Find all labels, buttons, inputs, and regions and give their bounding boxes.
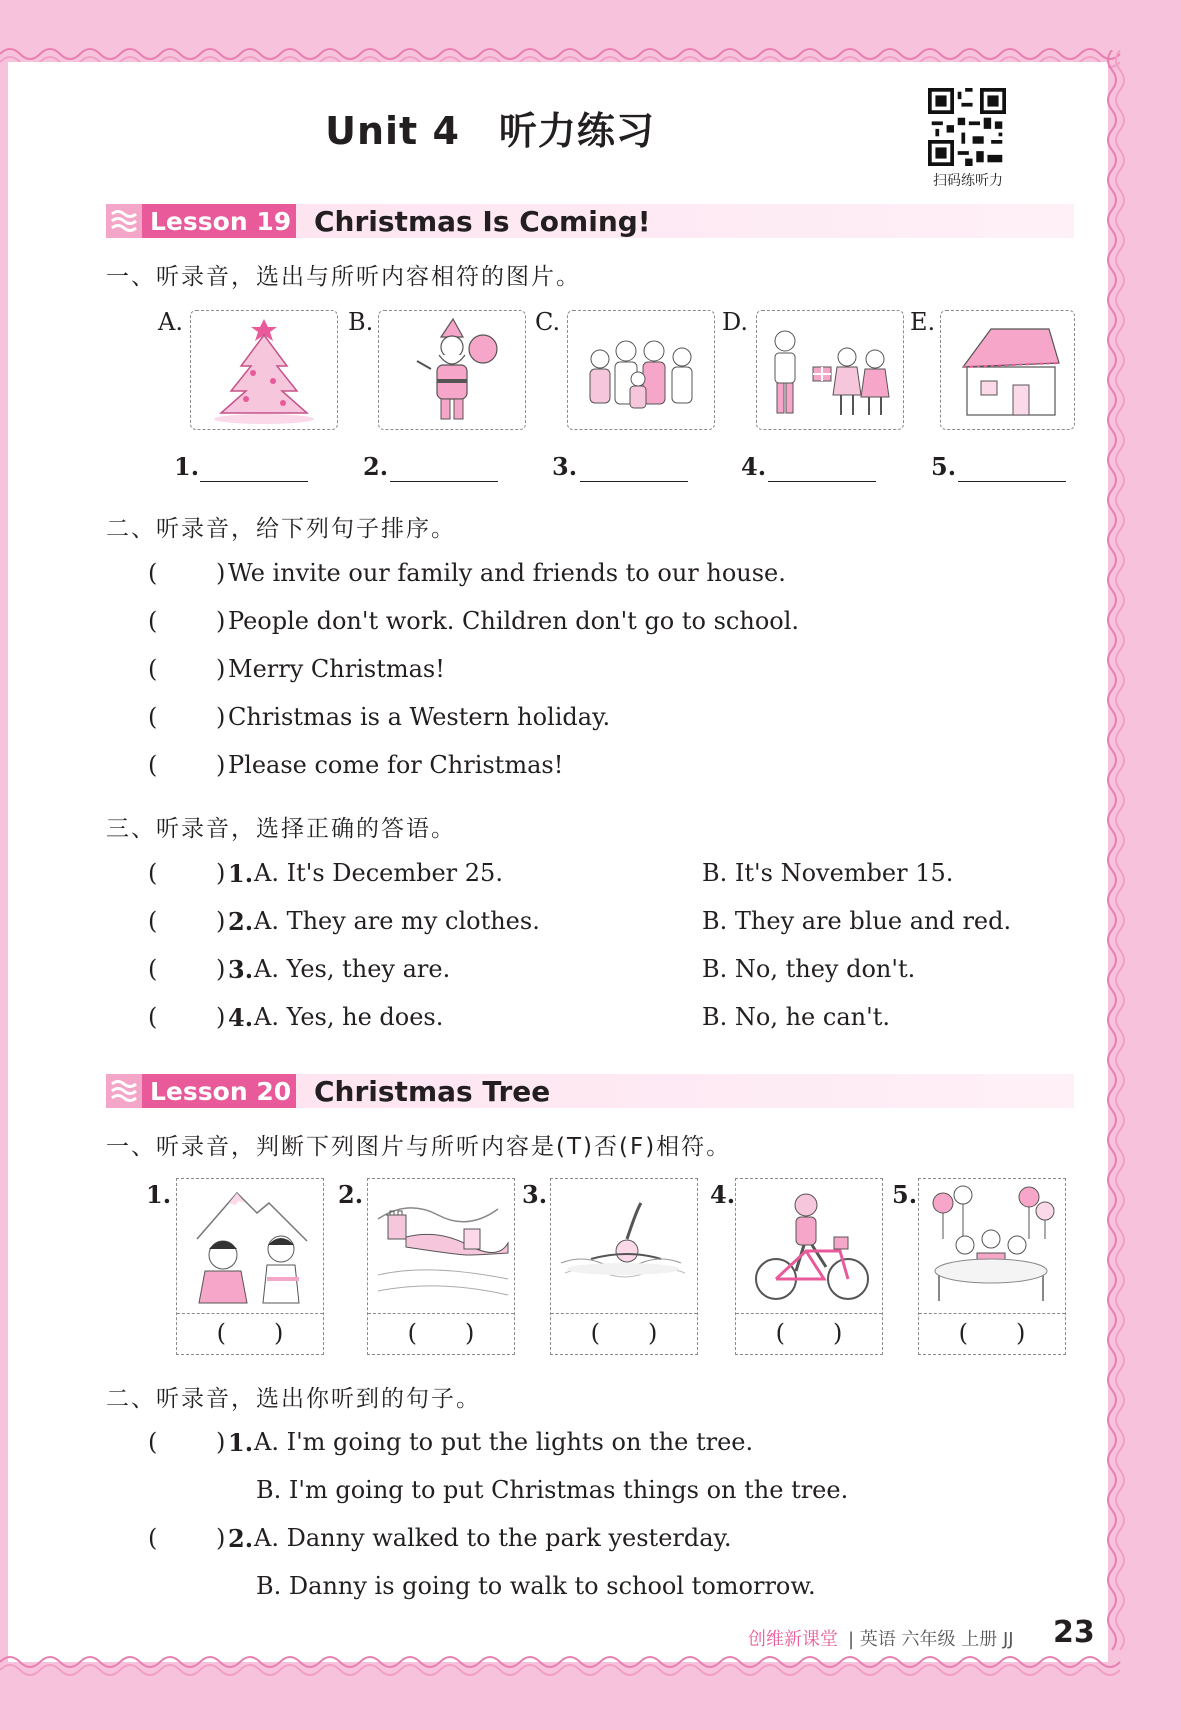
tf-answer-3[interactable]: ( ) [590,1319,658,1347]
children-mountain-icon [177,1179,323,1313]
tf-answer-2[interactable]: ( ) [407,1319,475,1347]
blank-num-2: 2. [363,452,389,481]
option-b: B. No, he can't. [702,1003,890,1031]
blank-num-5: 5. [931,452,957,481]
l19-part2-heading: 二、听录音，给下列句子排序。 [106,516,456,542]
order-sentence-2: People don't work. Children don't go to school. [228,607,800,635]
swimming-icon [551,1179,697,1313]
option-a: A. Yes, he does. [254,1003,444,1031]
tf-num-4: 4. [710,1180,736,1209]
question-num: 3. [228,955,254,984]
blank-num-1: 1. [174,452,200,481]
picture-c [567,310,715,430]
answer-paren-close: ) [216,655,226,683]
right-wave-border [1104,50,1134,1670]
tf-num-3: 3. [522,1180,548,1209]
family-group-icon [568,311,714,429]
tf-answer-1[interactable]: ( ) [216,1319,284,1347]
l19-part1-heading: 一、听录音，选出与所听内容相符的图片。 [106,264,581,290]
lesson-20-tag [106,1074,296,1108]
page-title: Unit 4 听力练习 [325,109,655,153]
answer-paren-open[interactable]: ( [148,607,158,635]
answer-paren-open[interactable]: ( [148,859,158,887]
question-num: 1. [228,859,254,888]
answer-paren-open[interactable]: ( [148,907,158,935]
question-num: 2. [228,1524,254,1553]
answer-blank-4[interactable] [768,481,876,482]
tf-answer-4[interactable]: ( ) [775,1319,843,1347]
blank-num-4: 4. [741,452,767,481]
l20-part2-heading: 二、听录音，选出你听到的句子。 [106,1386,481,1412]
pic-letter-e: E. [910,308,936,336]
answer-paren-close: ) [216,607,226,635]
answer-blank-5[interactable] [958,481,1066,482]
answer-paren-open[interactable]: ( [148,703,158,731]
l19-part3-heading: 三、听录音，选择正确的答语。 [106,816,456,842]
page-number: 23 [1053,1615,1095,1650]
tf-num-1: 1. [146,1180,172,1209]
picture-e [940,310,1075,430]
answer-paren-close: ) [216,1428,226,1456]
wave-lines-icon [106,204,142,238]
question-num: 1. [228,1428,254,1457]
answer-paren-close: ) [216,955,226,983]
option-b: B. No, they don't. [702,955,916,983]
order-sentence-5: Please come for Christmas! [228,751,564,779]
tf-picture-4 [735,1178,883,1355]
answer-blank-2[interactable] [390,481,498,482]
tf-picture-1 [176,1178,324,1355]
great-wall-icon [368,1179,514,1313]
lesson-19-title: Christmas Is Coming! [314,205,651,238]
decorated-house-icon [941,311,1074,429]
answer-paren-close: ) [216,751,226,779]
tf-picture-2 [367,1178,515,1355]
answer-paren-open[interactable]: ( [148,655,158,683]
answer-paren-open[interactable]: ( [148,559,158,587]
option-a: A. I'm going to put the lights on the tree. [254,1428,754,1456]
pic-letter-c: C. [535,308,561,336]
qr-code-icon[interactable] [928,88,1006,166]
order-sentence-3: Merry Christmas! [228,655,445,683]
riding-bike-icon [736,1179,882,1313]
order-sentence-1: We invite our family and friends to our house. [228,559,786,587]
answer-paren-close: ) [216,1524,226,1552]
option-b: B. I'm going to put Christmas things on the tree. [256,1476,849,1504]
answer-paren-close: ) [216,559,226,587]
bottom-wave-border [0,1652,1181,1682]
lesson-20-label: Lesson 20 [150,1076,292,1106]
lesson-19-header [106,204,1074,238]
lesson-19-tag [106,204,296,238]
option-b: B. It's November 15. [702,859,954,887]
picture-d [756,310,904,430]
question-num: 2. [228,907,254,936]
lesson-20-header [106,1074,1074,1108]
birthday-party-icon [919,1179,1065,1313]
picture-a [190,310,338,430]
answer-paren-open[interactable]: ( [148,1524,158,1552]
tf-num-5: 5. [892,1180,918,1209]
pic-letter-a: A. [158,308,183,336]
giving-gifts-icon [757,311,903,429]
pic-letter-b: B. [348,308,374,336]
answer-paren-close: ) [216,859,226,887]
option-a: A. They are my clothes. [254,907,540,935]
l20-part1-heading: 一、听录音，判断下列图片与所听内容是(T)否(F)相符。 [106,1134,732,1160]
qr-caption: 扫码练听力 [933,173,1003,189]
blank-num-3: 3. [552,452,578,481]
question-num: 4. [228,1003,254,1032]
tf-picture-5 [918,1178,1066,1355]
option-a: A. It's December 25. [254,859,503,887]
tf-num-2: 2. [338,1180,364,1209]
answer-blank-1[interactable] [200,481,308,482]
tf-answer-5[interactable]: ( ) [958,1319,1026,1347]
option-a: A. Yes, they are. [254,955,451,983]
lesson-20-title: Christmas Tree [314,1075,551,1108]
answer-paren-close: ) [216,703,226,731]
answer-paren-open[interactable]: ( [148,751,158,779]
christmas-tree-icon [191,311,337,429]
footer-book-info: | 英语 六年级 上册 JJ [848,1629,1014,1650]
option-a: A. Danny walked to the park yesterday. [254,1524,732,1552]
answer-paren-close: ) [216,907,226,935]
option-b: B. They are blue and red. [702,907,1012,935]
answer-paren-open[interactable]: ( [148,955,158,983]
picture-b [378,310,526,430]
footer-brand: 创维新课堂 [748,1629,838,1650]
answer-paren-open[interactable]: ( [148,1003,158,1031]
order-sentence-4: Christmas is a Western holiday. [228,703,611,731]
answer-blank-3[interactable] [580,481,688,482]
answer-paren-close: ) [216,1003,226,1031]
wave-lines-icon [106,1074,142,1108]
lesson-19-label: Lesson 19 [150,206,292,236]
answer-paren-open[interactable]: ( [148,1428,158,1456]
santa-claus-icon [379,311,525,429]
tf-picture-3 [550,1178,698,1355]
pic-letter-d: D. [722,308,749,336]
option-b: B. Danny is going to walk to school tomorrow. [256,1572,816,1600]
